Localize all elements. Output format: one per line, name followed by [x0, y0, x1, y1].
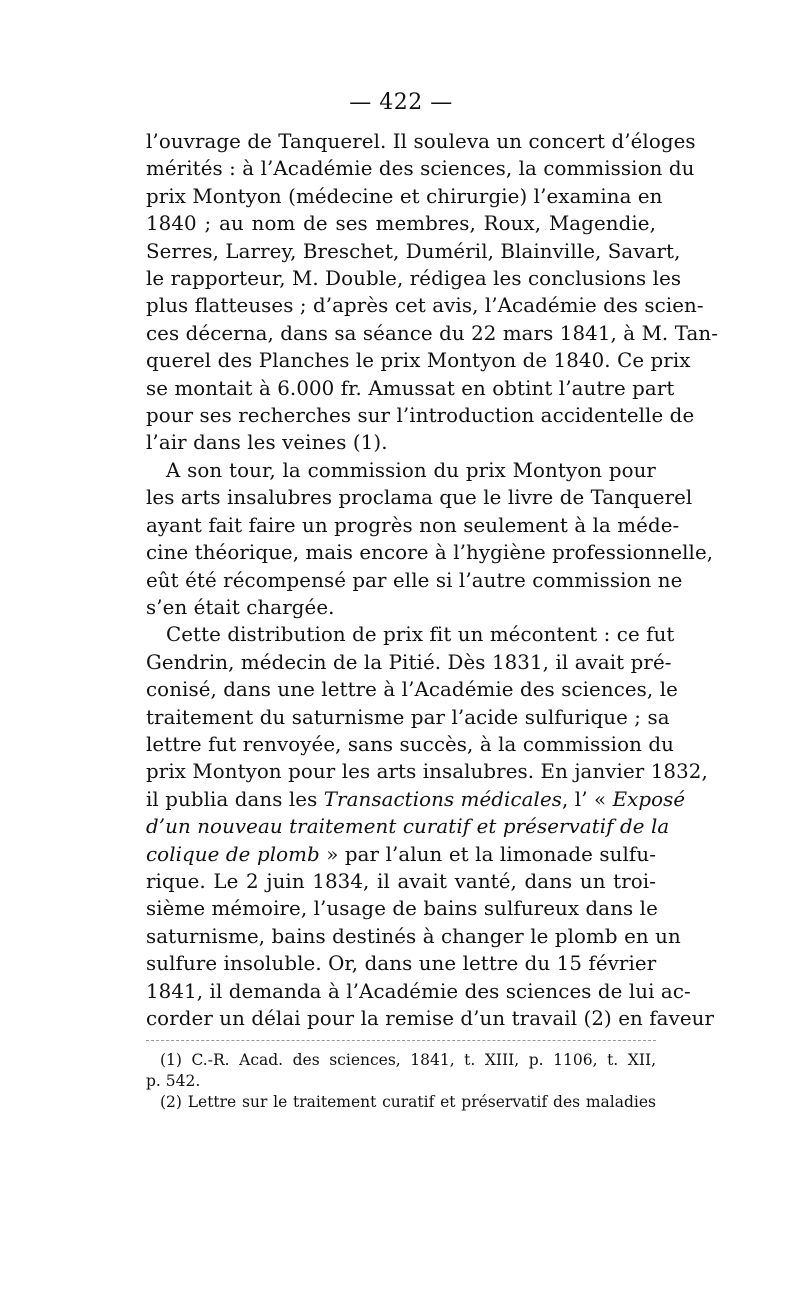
italic-title: colique de plomb — [146, 842, 320, 866]
body-line-mixed — [146, 786, 686, 813]
italic-title: Transactions médicales — [323, 787, 563, 811]
footnote-2: (2) Lettre sur le traitement curatif et préservatif des maladies — [160, 1093, 656, 1112]
text-run: il publia dans les — [146, 787, 324, 811]
body-line: saturnisme, bains destinés à changer le plomb en un — [146, 924, 681, 948]
text-run: , l’ « — [562, 787, 613, 811]
body-line: le rapporteur, M. Double, rédigea les conclusions les — [146, 267, 682, 291]
body-line: 1841, il demanda à l’Académie des sciences de lui ac- — [146, 979, 691, 1003]
body-line: les arts insalubres proclama que le livre de Tanquerel — [146, 486, 693, 510]
italic-title: Exposé — [612, 787, 686, 811]
body-text — [146, 128, 718, 1032]
body-line: cine théorique, mais encore à l’hygiène professionnelle, — [146, 541, 714, 565]
body-line: l’air dans les veines (1). — [146, 431, 388, 455]
body-line: lettre fut renvoyée, sans succès, à la commission du — [146, 732, 674, 756]
body-line: 1840 ; au nom de ses membres, Roux, Magendie, — [146, 212, 656, 236]
body-line: ces décerna, dans sa séance du 22 mars 1841, à M. Tan- — [146, 321, 718, 345]
body-line: prix Montyon (médecine et chirurgie) l’examina en — [146, 184, 663, 208]
body-line: ayant fait faire un progrès non seulement à la méde- — [146, 513, 680, 537]
footnotes — [146, 1050, 656, 1113]
body-line-italic: d’un nouveau traitement curatif et préservatif de la — [146, 815, 670, 839]
body-line: conisé, dans une lettre à l’Académie des sciences, le — [146, 678, 678, 702]
body-line-mixed — [146, 841, 656, 868]
text-run: » par l’alun et la limonade sulfu- — [319, 842, 656, 866]
body-line: A son tour, la commission du prix Montyon pour — [166, 458, 656, 482]
body-line: mérités : à l’Académie des sciences, la commission du — [146, 157, 695, 181]
body-line: se montait à 6.000 fr. Amussat en obtint l’autre part — [146, 376, 675, 400]
body-line: pour ses recherches sur l’introduction accidentelle de — [146, 404, 695, 428]
body-line: l’ouvrage de Tanquerel. Il souleva un concert d’éloges — [146, 130, 696, 153]
body-line: Cette distribution de prix fit un mécontent : ce fut — [166, 623, 675, 647]
body-line: Gendrin, médecin de la Pitié. Dès 1831, il avait pré- — [146, 650, 672, 674]
body-line: s’en était chargée. — [146, 595, 335, 619]
body-line: prix Montyon pour les arts insalubres. En janvier 1832, — [146, 760, 708, 784]
footnote-1: (1) C.-R. Acad. des sciences, 1841, t. XIII, p. 1106, t. XII, — [160, 1051, 656, 1070]
body-line: rique. Le 2 juin 1834, il avait vanté, dans un troi- — [146, 869, 656, 893]
page-number: — 422 — — [349, 90, 453, 115]
body-line: Serres, Larrey, Breschet, Duméril, Blainville, Savart, — [146, 239, 681, 263]
body-line: sulfure insoluble. Or, dans une lettre du 15 février — [146, 952, 657, 976]
body-line: querel des Planches le prix Montyon de 1840. Ce prix — [146, 349, 691, 373]
body-line: corder un délai pour la remise d’un travail (2) en faveur — [146, 1007, 715, 1030]
book-page — [146, 88, 718, 1113]
footnote-1-continued: p. 542. — [146, 1072, 201, 1091]
body-line: sième mémoire, l’usage de bains sulfureux dans le — [146, 897, 658, 921]
body-line: eût été récompensé par elle si l’autre commission ne — [146, 568, 683, 592]
footnote-separator — [146, 1040, 656, 1042]
body-line: plus flatteuses ; d’après cet avis, l’Académie des scien- — [146, 294, 704, 318]
body-line: traitement du saturnisme par l’acide sulfurique ; sa — [146, 705, 670, 729]
